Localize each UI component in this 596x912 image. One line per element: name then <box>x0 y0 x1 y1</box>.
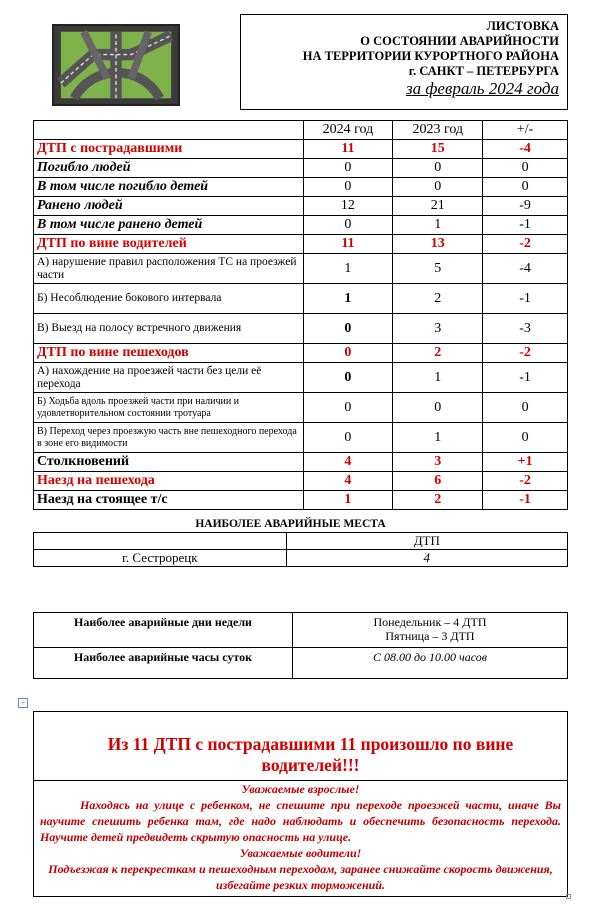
value-2024: 0 <box>303 216 393 235</box>
table-row <box>34 453 568 472</box>
notice-headline-cell <box>34 712 567 781</box>
days-value-1: Понедельник – 4 ДТП <box>373 615 487 629</box>
days-values <box>293 613 568 648</box>
row-label: ДТП по вине пешеходов <box>34 344 304 363</box>
row-label: А) нахождение на проезжей части без цели её перехода <box>34 363 304 393</box>
column-header-diff: +/- <box>483 121 568 140</box>
row-label: Наезд на стоящее т/с <box>34 491 304 510</box>
table-row <box>34 216 568 235</box>
row-label: ДТП по вине водителей <box>34 235 304 254</box>
value-2023: 2 <box>393 344 483 363</box>
table-row <box>34 491 568 510</box>
table-row <box>34 159 568 178</box>
table-row <box>34 613 568 648</box>
value-2024: 0 <box>303 423 393 453</box>
value-2024: 0 <box>303 344 393 363</box>
value-2023: 0 <box>393 393 483 423</box>
row-label: В) Выезд на полосу встречного движения <box>34 314 304 344</box>
value-2023: 1 <box>393 363 483 393</box>
drivers-text: Подъезжая к перекресткам и пешеходным переходам, заранее снижайте скорость движения, избегайте резких торможений. <box>48 862 553 892</box>
header-line-4: г. САНКТ – ПЕТЕРБУРГА <box>408 64 559 78</box>
dangerous-places-table <box>33 532 568 567</box>
value-diff: -1 <box>483 216 568 235</box>
notice-body <box>34 781 567 893</box>
value-2024: 4 <box>303 453 393 472</box>
adults-text: Находясь на улице с ребенком, не спешите при переходе проезжей части, иначе Вы научите спешить ребенка там, где надо наблюдать и обеспечить безопасность перехода. Научите детей предвидеть скрытую опасность на улице. <box>40 798 561 844</box>
value-diff: 0 <box>483 159 568 178</box>
table-row <box>34 648 568 679</box>
leaflet-header <box>240 14 568 110</box>
row-label: Погибло людей <box>34 159 304 178</box>
header-empty-cell <box>34 121 304 140</box>
row-label: Столкновений <box>34 453 304 472</box>
stats-table-body <box>34 140 568 510</box>
places-header-empty <box>34 533 287 550</box>
value-2023: 1 <box>393 216 483 235</box>
value-2024: 11 <box>303 235 393 254</box>
adults-title: Уважаемые взрослые! <box>241 782 360 796</box>
notice-headline: Из 11 ДТП с пострадавшими 11 произошло по вине водителей!!! <box>107 734 514 775</box>
value-diff: -4 <box>483 140 568 159</box>
logo-road-interchange-icon <box>52 24 180 106</box>
table-row <box>34 197 568 216</box>
place-name: г. Сестрорецк <box>34 550 287 567</box>
table-row <box>34 393 568 423</box>
value-2023: 3 <box>393 453 483 472</box>
value-2024: 0 <box>303 393 393 423</box>
value-diff: -2 <box>483 235 568 254</box>
table-row <box>34 472 568 491</box>
value-2023: 2 <box>393 491 483 510</box>
value-2024: 11 <box>303 140 393 159</box>
row-label: Б) Ходьба вдоль проезжей части при наличии и удовлетворительном состоянии тротуара <box>34 393 304 423</box>
table-row <box>34 423 568 453</box>
table-resize-handle[interactable] <box>566 894 571 899</box>
days-value-2: Пятница – 3 ДТП <box>385 629 475 643</box>
table-row <box>34 363 568 393</box>
value-diff: -3 <box>483 314 568 344</box>
days-label: Наиболее аварийные дни недели <box>34 613 293 648</box>
row-label: Наезд на пешехода <box>34 472 304 491</box>
table-row <box>34 235 568 254</box>
table-row <box>34 344 568 363</box>
table-row <box>34 314 568 344</box>
hours-label: Наиболее аварийные часы суток <box>34 648 293 679</box>
value-2024: 0 <box>303 314 393 344</box>
place-count: 4 <box>286 550 567 567</box>
value-2024: 1 <box>303 254 393 284</box>
places-header-row <box>34 533 568 550</box>
value-diff: -1 <box>483 363 568 393</box>
row-label: А) нарушение правил расположения ТС на проезжей части <box>34 254 304 284</box>
value-2023: 0 <box>393 159 483 178</box>
row-label: В) Переход через проезжую часть вне пешеходного перехода в зоне его видимости <box>34 423 304 453</box>
value-2023: 15 <box>393 140 483 159</box>
value-diff: +1 <box>483 453 568 472</box>
value-diff: -4 <box>483 254 568 284</box>
row-label: Ранено людей <box>34 197 304 216</box>
value-2024: 1 <box>303 284 393 314</box>
value-diff: -1 <box>483 284 568 314</box>
value-diff: -9 <box>483 197 568 216</box>
value-2024: 4 <box>303 472 393 491</box>
value-diff: -1 <box>483 491 568 510</box>
value-2024: 1 <box>303 491 393 510</box>
table-header-row <box>34 121 568 140</box>
header-line-3: НА ТЕРРИТОРИИ КУРОРТНОГО РАЙОНА <box>302 49 559 63</box>
table-row <box>34 178 568 197</box>
row-label: В том числе ранено детей <box>34 216 304 235</box>
value-2024: 0 <box>303 363 393 393</box>
value-2023: 1 <box>393 423 483 453</box>
column-header-2024: 2024 год <box>303 121 393 140</box>
table-row <box>34 550 568 567</box>
places-column-header: ДТП <box>286 533 567 550</box>
dangerous-times-table <box>33 612 568 679</box>
accident-stats-table <box>33 120 568 510</box>
value-2023: 3 <box>393 314 483 344</box>
header-period: за февраль 2024 года <box>405 79 559 98</box>
value-diff: 0 <box>483 393 568 423</box>
value-2023: 2 <box>393 284 483 314</box>
value-diff: -2 <box>483 472 568 491</box>
table-row <box>34 140 568 159</box>
value-2023: 13 <box>393 235 483 254</box>
value-2024: 12 <box>303 197 393 216</box>
value-2023: 6 <box>393 472 483 491</box>
value-diff: 0 <box>483 178 568 197</box>
safety-notice <box>33 711 568 897</box>
value-2023: 5 <box>393 254 483 284</box>
column-header-2023: 2023 год <box>393 121 483 140</box>
drivers-title: Уважаемые водители! <box>239 846 362 860</box>
value-diff: 0 <box>483 423 568 453</box>
value-2023: 21 <box>393 197 483 216</box>
row-label: Б) Несоблюдение бокового интервала <box>34 284 304 314</box>
table-row <box>34 284 568 314</box>
table-row <box>34 254 568 284</box>
value-2024: 0 <box>303 159 393 178</box>
value-2023: 0 <box>393 178 483 197</box>
road-interchange-icon <box>54 26 178 104</box>
places-title: НАИБОЛЕЕ АВАРИЙНЫЕ МЕСТА <box>195 518 386 530</box>
table-move-handle-icon[interactable]: + <box>18 698 28 708</box>
hours-value: С 08.00 до 10.00 часов <box>293 648 568 679</box>
row-label: ДТП с пострадавшими <box>34 140 304 159</box>
row-label: В том числе погибло детей <box>34 178 304 197</box>
header-line-1: ЛИСТОВКА <box>486 19 559 33</box>
value-diff: -2 <box>483 344 568 363</box>
header-line-2: О СОСТОЯНИИ АВАРИЙНОСТИ <box>360 34 559 48</box>
value-2024: 0 <box>303 178 393 197</box>
